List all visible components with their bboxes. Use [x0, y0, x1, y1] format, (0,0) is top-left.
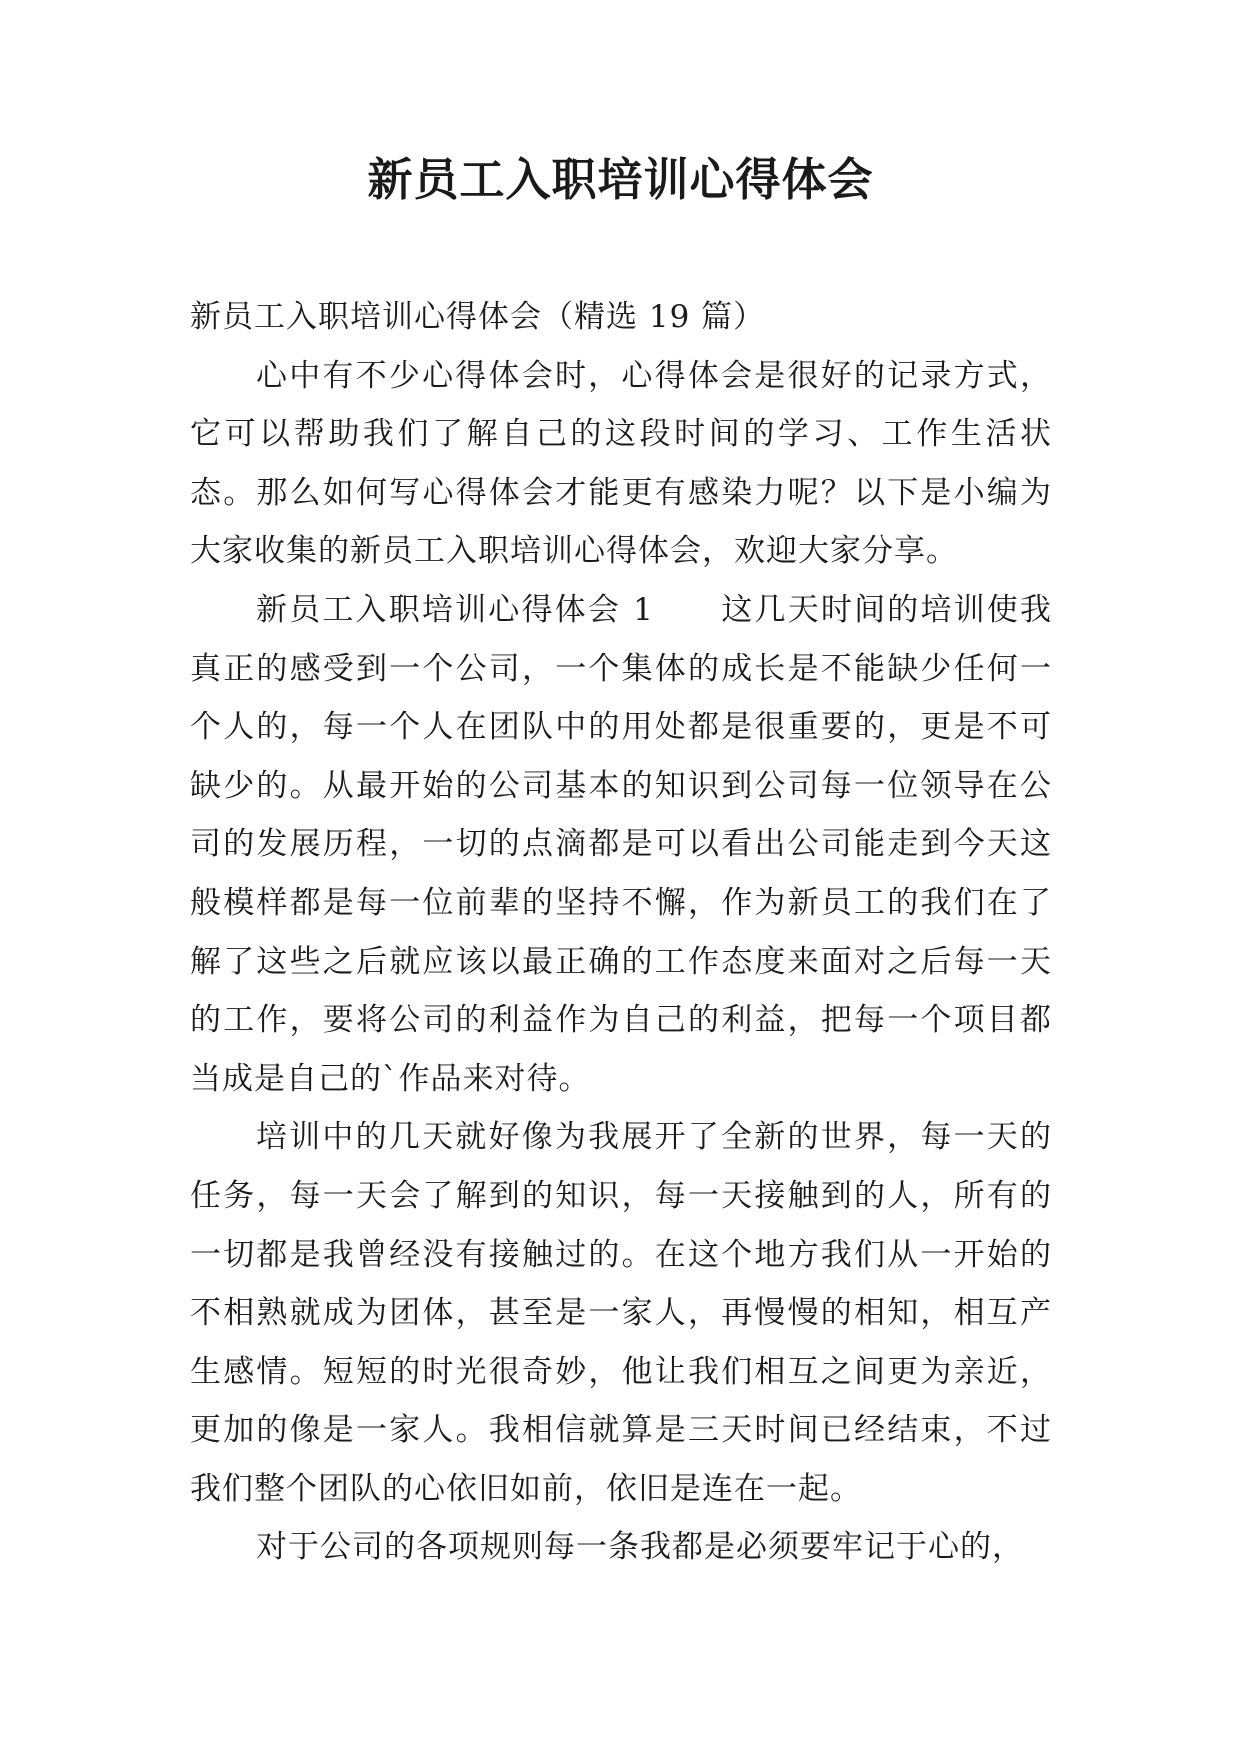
document-body: [190, 288, 1052, 1577]
document-title: 新员工入职培训心得体会: [367, 153, 874, 206]
document-subtitle: 新员工入职培训心得体会（精选 19 篇）: [190, 299, 766, 335]
paragraph-intro: 心中有不少心得体会时，心得体会是很好的记录方式，它可以帮助我们了解自己的这段时间的学习、工作生活状态。那么如何写心得体会才能更有感染力呢？以下是小编为大家收集的新员工入职培训心得体会，欢迎大家分享。: [190, 357, 1052, 570]
paragraph-rules: 对于公司的各项规则每一条我都是必须要牢记于心的，: [256, 1529, 1024, 1566]
paragraph-section-1: 新员工入职培训心得体会 1 这几天时间的培训使我真正的感受到一个公司，一个集体的成长是不能缺少任何一个人的，每一个人在团队中的用处都是很重要的，更是不可缺少的。从最开始的公司基本的知识到公司每一位领导在公司的发展历程，一切的点滴都是可以看出公司能走到今天这般模样都是每一位前辈的坚持不懈，作为新员工的我们在了解了这些之后就应该以最正确的工作态度来面对之后每一天的工作，要将公司的利益作为自己的利益，把每一个项目都当成是自己的`作品来对待。: [190, 591, 1052, 1097]
paragraph-training: 培训中的几天就好像为我展开了全新的世界，每一天的任务，每一天会了解到的知识，每一天接触到的人，所有的一切都是我曾经没有接触过的。在这个地方我们从一开始的不相熟就成为团体，甚至是一家人，再慢慢的相知，相互产生感情。短短的时光很奇妙，他让我们相互之间更为亲近，更加的像是一家人。我相信就算是三天时间已经结束，不过我们整个团队的心依旧如前，依旧是连在一起。: [190, 1119, 1052, 1507]
